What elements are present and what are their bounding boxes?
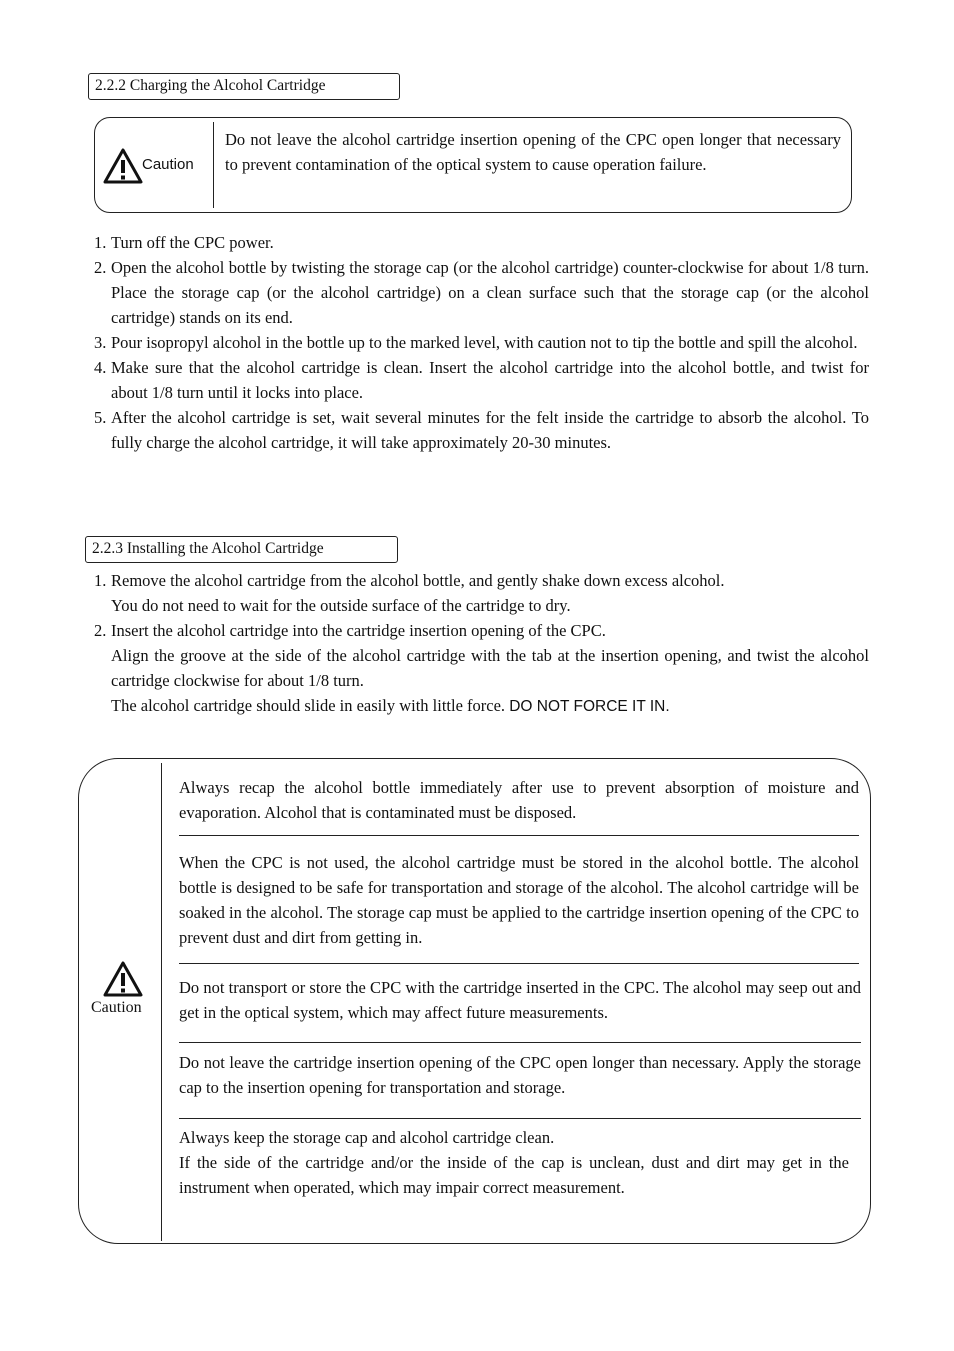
warning-icon	[103, 148, 143, 184]
list-item: 4. Make sure that the alcohol cartridge is clean. Insert the alcohol cartridge into the alcohol bottle, and twist for about 1/8 turn until it locks into place.	[94, 358, 869, 402]
caution-label: Caution	[142, 156, 194, 173]
list-item: 5. After the alcohol cartridge is set, wait several minutes for the felt inside the cartridge to absorb the alcohol. To fully charge the alcohol cartridge, it will take approximately 20-30 minutes.	[94, 408, 869, 452]
install-step-2: 2. Insert the alcohol cartridge into the cartridge insertion opening of the CPC. Align the groove at the side of the alcohol cartridge with the tab at the insertion opening, and twist the alcohol cartridge clockwise for about 1/8 turn. The alcohol cartridge should slide in easily with little force. DO NOT FORCE IT IN.	[94, 621, 869, 715]
caution-item-transport: Do not transport or store the CPC with the cartridge inserted in the CPC. The alcohol may seep out and get in the optical system, which may affect future measurements.	[179, 975, 861, 1043]
list-item: 3. Pour isopropyl alcohol in the bottle up to the marked level, with caution not to tip the bottle and spill the alcohol.	[94, 333, 858, 352]
install-step-1: 1. Remove the alcohol cartridge from the alcohol bottle, and gently shake down excess alcohol. You do not need to wait for the outside surface of the cartridge to dry.	[94, 571, 725, 615]
caution-table	[78, 758, 871, 1244]
section-title-2-2-2: 2.2.2 Charging the Alcohol Cartridge	[88, 73, 400, 100]
list-item: 1. Turn off the CPC power.	[94, 233, 274, 252]
caution-item-opening: Do not leave the cartridge insertion opening of the CPC open longer than necessary. Apply the storage cap to the insertion opening for transportation and storage.	[179, 1050, 861, 1119]
do-not-force-warning: DO NOT FORCE IT IN.	[509, 698, 670, 715]
installing-steps	[94, 568, 869, 719]
caution-item-clean: Always keep the storage cap and alcohol cartridge clean. If the side of the cartridge and/or the inside of the cap is unclean, dust and dirt may get in the instrument when operated, which may impair correct measurement.	[179, 1128, 849, 1197]
caution-divider	[213, 122, 214, 208]
section-title-2-2-3: 2.2.3 Installing the Alcohol Cartridge	[85, 536, 398, 563]
caution-text: Do not leave the alcohol cartridge insertion opening of the CPC open longer that necessary to prevent contamination of the optical system to cause operation failure.	[225, 130, 841, 174]
list-item: 2. Open the alcohol bottle by twisting the storage cap (or the alcohol cartridge) counter-clockwise for about 1/8 turn. Place the storage cap (or the alcohol cartridge) on a clean surface such that the storage cap (or the alcohol cartridge) stands on its end.	[94, 258, 869, 327]
caution-box-cartridge-opening	[94, 117, 852, 213]
caution-item-recap: Always recap the alcohol bottle immediately after use to prevent absorption of moisture and evaporation. Alcohol that is contaminated must be disposed.	[179, 775, 859, 836]
caution-label: Caution	[91, 999, 142, 1016]
warning-icon	[103, 961, 143, 997]
caution-label-group	[103, 146, 211, 186]
caution-item-storage: When the CPC is not used, the alcohol cartridge must be stored in the alcohol bottle. The alcohol bottle is designed to be safe for transportation and storage of the alcohol. The alcohol cartridge will be soaked in the alcohol. The storage cap must be applied to the cartridge insertion opening of the CPC to prevent dust and dirt from getting in.	[179, 850, 859, 964]
charging-steps-list	[94, 230, 869, 455]
caution-table-divider	[161, 763, 162, 1241]
